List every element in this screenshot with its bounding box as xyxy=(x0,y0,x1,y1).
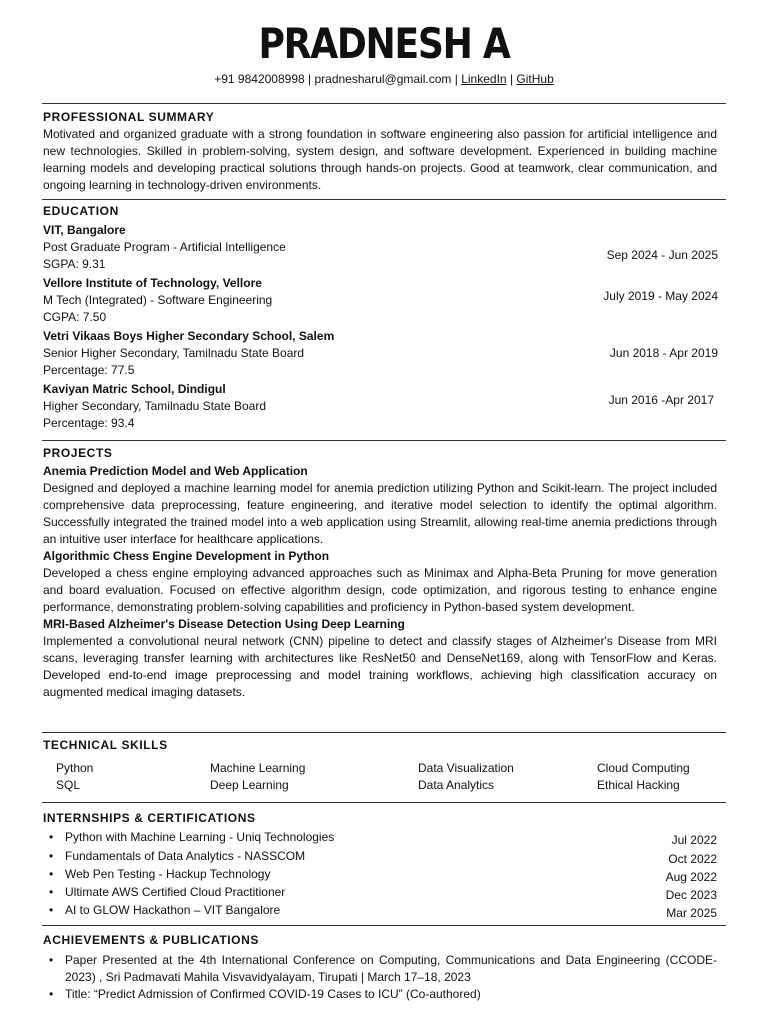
grade-score: SGPA: 9.31 xyxy=(43,257,106,271)
linkedin-link[interactable]: LinkedIn xyxy=(461,72,507,86)
phone-number: +91 9842008998 xyxy=(214,72,305,86)
skill-item: Data Analytics xyxy=(418,778,495,792)
certification-date: Mar 2025 xyxy=(666,906,717,920)
school-name: Vetri Vikaas Boys Higher Secondary School, Salem xyxy=(43,329,335,343)
program-name: Senior Higher Secondary, Tamilnadu State Board xyxy=(43,346,305,360)
project-description: Developed a chess engine employing advanced approaches such as Minimax and Alpha-Beta Pruning for move generation and board evaluation. Focused on effective algorithm design, code optimization, and rigorous testing to enhance engine performance, demonstrating problem-solving capabilities and proficiency in Python-based system development. xyxy=(43,566,717,614)
github-link[interactable]: GitHub xyxy=(516,72,554,86)
project-title: Anemia Prediction Model and Web Application xyxy=(43,464,308,478)
school-name: VIT, Bangalore xyxy=(43,223,126,237)
certification-label: • Python with Machine Learning - Uniq Technologies xyxy=(43,829,334,846)
certification-item xyxy=(43,866,717,884)
certification-label: • Ultimate AWS Certified Cloud Practitioner xyxy=(43,884,285,901)
section-divider xyxy=(42,199,726,200)
achievement-item: • Paper Presented at the 4th International Conference on Computing, Communications and Data Engineering (CCODE-2023) , Sri Padmavati Mahila Visvavidyalayam, Tirupati | March 17–18, 2023 xyxy=(43,952,717,986)
internships-heading: INTERNSHIPS & CERTIFICATIONS xyxy=(43,811,256,825)
certification-label: • AI to GLOW Hackathon – VIT Bangalore xyxy=(43,902,280,919)
achievement-item: • Title: “Predict Admission of Confirmed COVID-19 Cases to ICU” (Co-authored) xyxy=(43,986,717,1003)
grade-score: Percentage: 93.4 xyxy=(43,416,135,430)
school-name: Kaviyan Matric School, Dindigul xyxy=(43,382,226,396)
program-name: Higher Secondary, Tamilnadu State Board xyxy=(43,399,267,413)
projects-heading: PROJECTS xyxy=(43,446,113,460)
skill-item: Cloud Computing xyxy=(597,761,690,775)
candidate-name: PRADNESH A xyxy=(258,19,510,68)
skill-item: Deep Learning xyxy=(210,778,289,792)
section-divider xyxy=(42,103,726,104)
program-name: Post Graduate Program - Artificial Intelligence xyxy=(43,240,286,254)
certification-label: • Fundamentals of Data Analytics - NASSCOM xyxy=(43,848,305,865)
section-divider xyxy=(42,732,726,733)
skill-item: Data Visualization xyxy=(418,761,514,775)
skill-item: SQL xyxy=(56,778,81,792)
certification-item xyxy=(43,902,717,920)
achievements-heading: ACHIEVEMENTS & PUBLICATIONS xyxy=(43,933,259,947)
project-description: Implemented a convolutional neural network (CNN) pipeline to detect and classify stages of Alzheimer's Disease from MRI scans, leveraging transfer learning with architectures like ResNet50 and DenseNet169, along with TensorFlow and Keras. Developed end-to-end image preprocessing and model training workflows, achieving high classification accuracy on augmented medical imaging datasets. xyxy=(43,634,717,699)
skill-item: Ethical Hacking xyxy=(597,778,680,792)
skill-item: Machine Learning xyxy=(210,761,306,775)
summary-heading: PROFESSIONAL SUMMARY xyxy=(43,110,215,124)
contact-line xyxy=(0,71,768,88)
skills-heading: TECHNICAL SKILLS xyxy=(43,738,168,752)
education-heading: EDUCATION xyxy=(43,204,119,218)
education-dates: Sep 2024 - Jun 2025 xyxy=(606,248,718,262)
school-name: Vellore Institute of Technology, Vellore xyxy=(43,276,262,290)
separator: | xyxy=(454,72,458,86)
certification-date: Aug 2022 xyxy=(665,870,717,884)
certification-label: • Web Pen Testing - Hackup Technology xyxy=(43,866,270,883)
certification-item xyxy=(43,848,717,866)
skill-item: Python xyxy=(56,761,94,775)
certification-item xyxy=(43,884,717,902)
separator: | xyxy=(509,72,514,86)
certification-date: Dec 2023 xyxy=(665,888,717,902)
education-dates: July 2019 - May 2024 xyxy=(603,289,718,303)
projects-list xyxy=(43,463,717,701)
separator: | xyxy=(308,72,312,86)
education-dates: Jun 2016 -Apr 2017 xyxy=(608,393,714,407)
project-description: Designed and deployed a machine learning model for anemia prediction utilizing Python and Scikit-learn. The project included comprehensive data preprocessing, feature engineering, and iterative model selection to identify the optimal algorithm. Successfully integrated the trained model into a web application using Streamlit, allowing real-time anemia predictions through an intuitive user interface for healthcare applications. xyxy=(43,481,717,546)
grade-score: CGPA: 7.50 xyxy=(43,310,107,324)
email-address: pradnesharul@gmail.com xyxy=(314,72,452,86)
program-name: M Tech (Integrated) - Software Engineering xyxy=(43,293,273,307)
section-divider xyxy=(42,440,726,441)
education-dates: Jun 2018 - Apr 2019 xyxy=(609,346,718,360)
certification-item xyxy=(43,829,717,847)
certification-date: Oct 2022 xyxy=(668,852,717,866)
summary-text: Motivated and organized graduate with a strong foundation in software engineering also passion for artificial intelligence and new technologies. Skilled in problem-solving, system design, and software development. Experienced in building machine learning models and developing practical solutions through hands-on projects. Good at teamwork, clear communication, and ongoing learning in technology-driven environments. xyxy=(43,127,717,192)
project-title: MRI-Based Alzheimer's Disease Detection Using Deep Learning xyxy=(43,617,405,631)
certification-date: Jul 2022 xyxy=(671,833,717,847)
grade-score: Percentage: 77.5 xyxy=(43,363,135,377)
achievements-list xyxy=(43,952,717,1003)
project-title: Algorithmic Chess Engine Development in Python xyxy=(43,549,330,563)
section-divider xyxy=(42,802,726,803)
section-divider xyxy=(42,925,726,926)
